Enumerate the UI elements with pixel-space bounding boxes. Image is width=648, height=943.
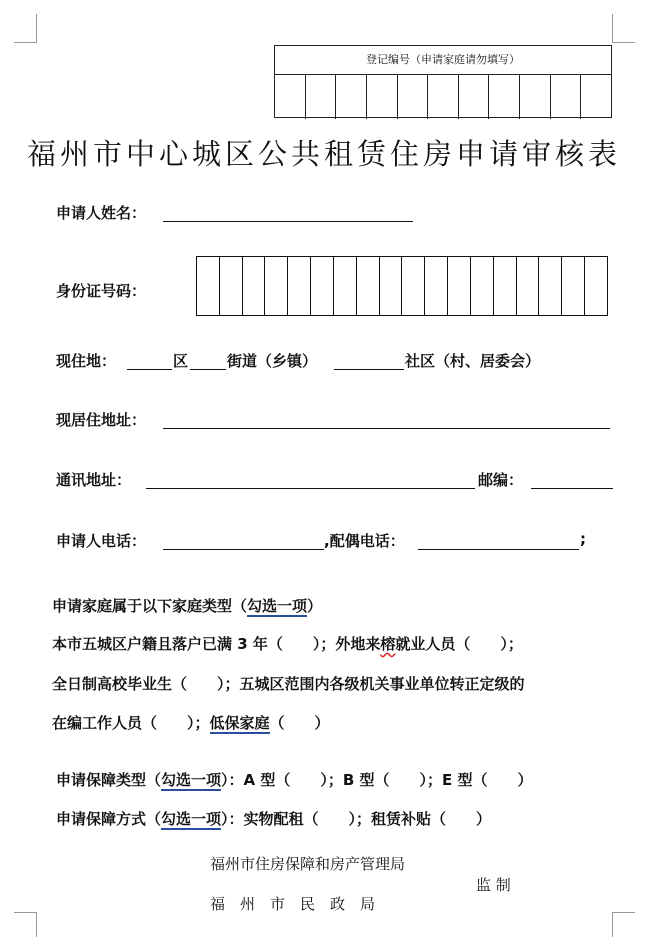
phone-semicolon: ; (580, 530, 586, 548)
spellcheck-mark: 榕 (380, 635, 396, 653)
residence-district-label: 区 (173, 352, 189, 370)
low-income-underline: 低保家庭 (209, 714, 270, 732)
mailing-address-label: 通讯地址： (56, 471, 132, 489)
crop-mark-top-left (14, 14, 37, 43)
residence-street-field[interactable] (190, 369, 226, 370)
residence-community-label: 社区（村、居委会） (405, 352, 541, 370)
residence-street-label: 街道（乡镇） (227, 352, 318, 370)
mailing-address-field[interactable] (146, 488, 475, 489)
postcode-label: 邮编： (478, 471, 524, 489)
id-number-label: 身份证号码： (56, 282, 147, 300)
postcode-field[interactable] (531, 488, 613, 489)
registration-caption: 登记编号（申请家庭请勿填写） (275, 46, 611, 75)
family-type-option-line-1[interactable]: 本市五城区户籍且落户已满 3 年（ ）；外地来榕就业人员（ ）； (52, 635, 523, 653)
applicant-phone-label: 申请人电话： (56, 532, 147, 550)
residence-district-field[interactable] (127, 369, 172, 370)
family-type-option-line-3[interactable]: 在编工作人员（ ）；低保家庭（ ） (52, 714, 330, 732)
crop-mark-top-right (612, 14, 635, 43)
applicant-phone-field[interactable] (163, 549, 324, 550)
crop-mark-bottom-left (14, 912, 37, 937)
family-type-option-line-2[interactable]: 全日制高校毕业生（ ）；五城区范围内各级机关事业单位转正定级的 (52, 675, 525, 693)
applicant-name-field[interactable] (163, 221, 413, 222)
choose-one-underline: 勾选一项 (247, 597, 308, 615)
footer-supervise: 监 制 (476, 876, 511, 894)
guarantee-type-line[interactable]: 申请保障类型（勾选一项）：A 型（ ）；B 型（ ）；E 型（ ） (56, 771, 533, 789)
registration-cells[interactable] (275, 75, 611, 119)
spouse-phone-field[interactable] (418, 549, 579, 550)
footer-org-civil-affairs: 福 州 市 民 政 局 (210, 895, 376, 913)
guarantee-method-line[interactable]: 申请保障方式（勾选一项）：实物配租（ ）；租赁补贴（ ） (56, 810, 492, 828)
applicant-name-label: 申请人姓名： (56, 204, 147, 222)
page-title: 福州市中心城区公共租赁住房申请审核表 (26, 137, 621, 171)
residence-label: 现住地： (56, 352, 117, 370)
residence-community-field[interactable] (334, 369, 404, 370)
spouse-phone-label: ,配偶电话： (324, 532, 405, 550)
id-number-cells[interactable] (196, 256, 608, 316)
current-address-label: 现居住地址： (56, 411, 147, 429)
footer-org-housing-bureau: 福州市住房保障和房产管理局 (210, 855, 406, 873)
crop-mark-bottom-right (612, 912, 635, 937)
registration-number-box (274, 45, 612, 118)
current-address-field[interactable] (163, 428, 610, 429)
family-type-heading: 申请家庭属于以下家庭类型（勾选一项） (52, 597, 323, 615)
